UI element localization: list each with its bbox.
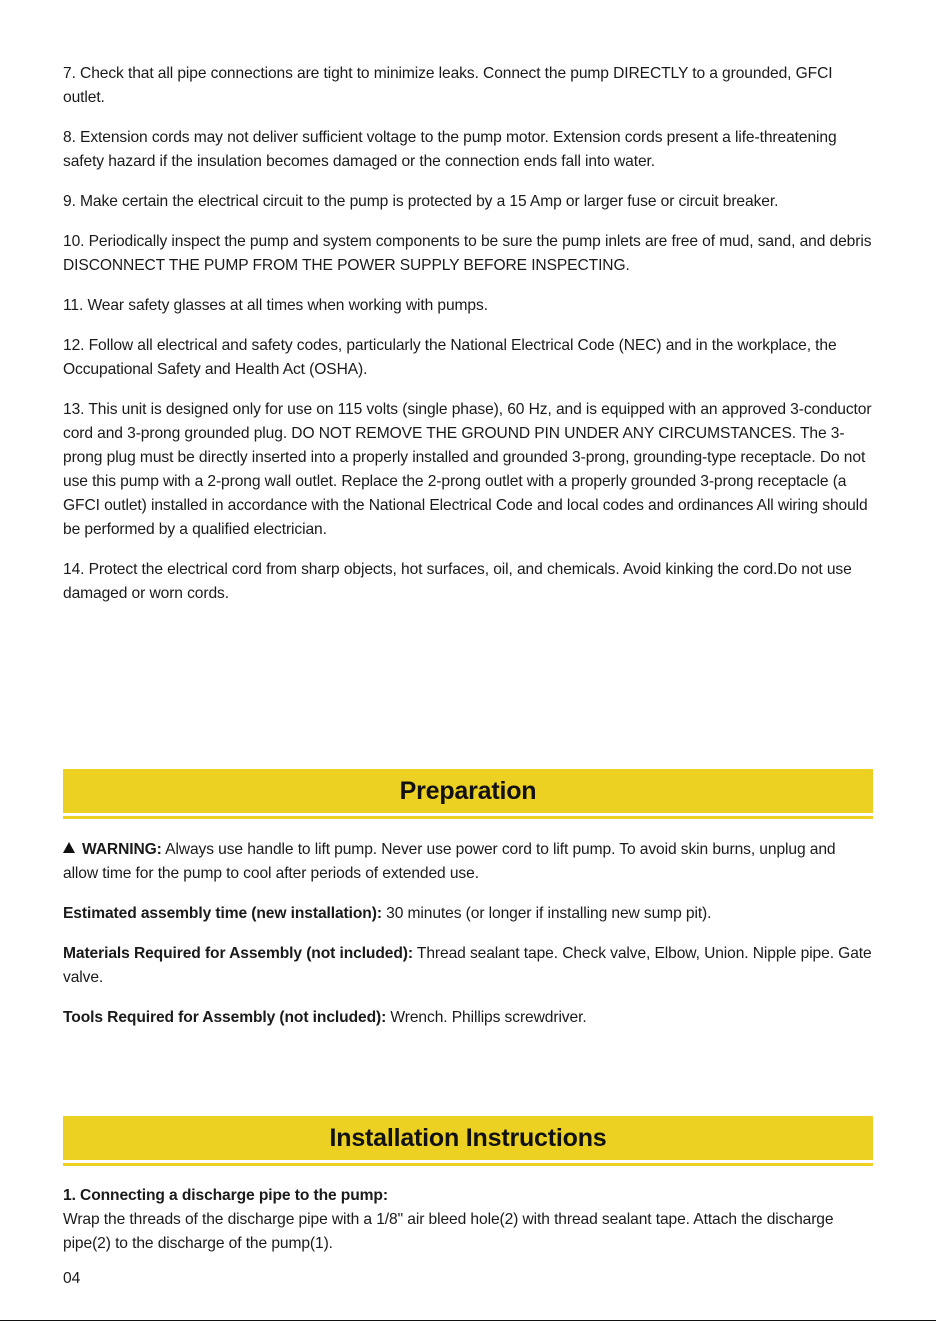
footer-divider [0, 1320, 936, 1321]
preparation-title: Preparation [399, 776, 537, 805]
tools-text: Wrench. Phillips screwdriver. [386, 1009, 587, 1026]
safety-item-13: 13. This unit is designed only for use on 115 volts (single phase), 60 Hz, and is equipped with an approved 3-conductor cord and 3-prong grounded plug. DO NOT REMOVE THE GROUND PIN UNDER ANY CIRCUMSTANCES. The 3-prong plug must be directly inserted into a properly installed and grounded 3-prong, grounding-type receptacle. Do not use this pump with a 2-prong wall outlet. Replace the 2-prong outlet with a properly grounded 3-prong receptacle (a GFCI outlet) installed in accordance with the National Electrical Code and local codes and ordinances All wiring should be performed by a qualified electrician. [63, 401, 872, 538]
safety-item-7: 7. Check that all pipe connections are tight to minimize leaks. Connect the pump DIRECTLY to a grounded, GFCI outlet. [63, 65, 833, 106]
warning-label: WARNING: [82, 841, 162, 858]
safety-item-14: 14. Protect the electrical cord from sharp objects, hot surfaces, oil, and chemicals. Avoid kinking the cord.Do not use damaged or worn cords. [63, 561, 852, 602]
assembly-time-text: 30 minutes (or longer if installing new sump pit). [381, 905, 712, 922]
preparation-section [63, 838, 873, 1046]
assembly-time-paragraph [63, 902, 873, 926]
page-number: 04 [63, 1270, 81, 1287]
tools-paragraph [63, 1006, 873, 1030]
safety-item-11: 11. Wear safety glasses at all times when working with pumps. [63, 297, 488, 314]
installation-title: Installation Instructions [329, 1123, 607, 1152]
safety-item-9: 9. Make certain the electrical circuit to the pump is protected by a 15 Amp or larger fuse or circuit breaker. [63, 193, 779, 210]
safety-item-12: 12. Follow all electrical and safety codes, particularly the National Electrical Code (NEC) and in the workplace, the Occupational Safety and Health Act (OSHA). [63, 337, 837, 378]
materials-text: Thread sealant tape. Check valve, Elbow, Union. Nipple pipe. Gate valve. [63, 945, 872, 986]
preparation-banner [63, 769, 873, 816]
installation-banner [63, 1116, 873, 1163]
safety-list [63, 62, 873, 622]
materials-label: Materials Required for Assembly (not included): [63, 945, 413, 962]
step1-heading [63, 1184, 873, 1208]
warning-triangle-icon [63, 842, 75, 853]
tools-label: Tools Required for Assembly (not included): [63, 1009, 387, 1026]
installation-section [63, 1184, 873, 1272]
step1-heading-text: 1. Connecting a discharge pipe to the pump: [63, 1187, 388, 1204]
safety-item-8: 8. Extension cords may not deliver sufficient voltage to the pump motor. Extension cords present a life-threatening safety hazard if the insulation becomes damaged or the connection ends fall into water. [63, 129, 837, 170]
safety-item-10: 10. Periodically inspect the pump and system components to be sure the pump inlets are free of mud, sand, and debris DISCONNECT THE PUMP FROM THE POWER SUPPLY BEFORE INSPECTING. [63, 233, 872, 274]
warning-paragraph [63, 838, 873, 886]
materials-paragraph [63, 942, 873, 990]
assembly-time-label: Estimated assembly time (new installation): [63, 905, 382, 922]
step1-text: Wrap the threads of the discharge pipe with a 1/8" air bleed hole(2) with thread sealant tape. Attach the discharge pipe(2) to the discharge of the pump(1). [63, 1211, 834, 1252]
warning-text: Always use handle to lift pump. Never use power cord to lift pump. To avoid skin burns, unplug and allow time for the pump to cool after periods of extended use. [63, 841, 836, 882]
